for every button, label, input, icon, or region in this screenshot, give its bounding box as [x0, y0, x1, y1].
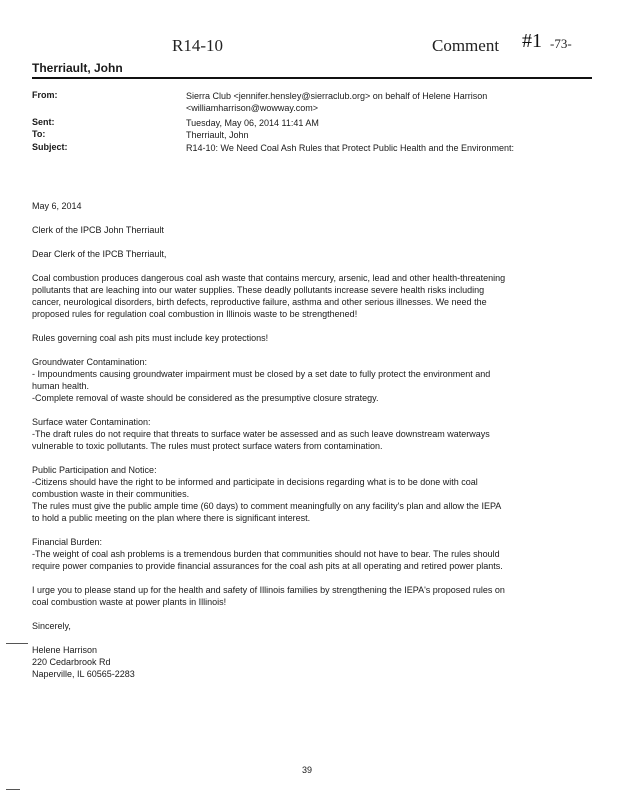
letter-recipient: Clerk of the IPCB John Therriault [32, 225, 164, 235]
sent-value: Tuesday, May 06, 2014 11:41 AM [186, 118, 319, 128]
signature-block [32, 644, 592, 680]
intro-line: proposed rules for regulation coal combustion in Illinois waste to be strengthened! [32, 309, 358, 319]
from-label: From: [32, 90, 58, 100]
participation-section [32, 464, 592, 524]
comment-suffix: -73- [550, 36, 572, 51]
from-value-line2: <williamharrison@wowway.com> [186, 103, 319, 113]
to-label: To: [32, 129, 46, 139]
sent-label: Sent: [32, 117, 55, 127]
letter-body [32, 200, 592, 692]
to-value: Therriault, John [186, 130, 249, 140]
comment-label: Comment [432, 36, 500, 55]
section-heading: Groundwater Contamination: [32, 357, 148, 367]
section-line: -The draft rules do not require that threats to surface water be assessed and as such leave downstream waterways [32, 429, 490, 439]
section-heading: Surface water Contamination: [32, 417, 151, 427]
intro-paragraph [32, 272, 592, 320]
subject-label: Subject: [32, 142, 68, 152]
section-line: to hold a public meeting on the plan where there is significant interest. [32, 513, 311, 523]
section-line: combustion waste in their communities. [32, 489, 190, 499]
intro-line: Coal combustion produces dangerous coal ash waste that contains mercury, arsenic, lead and other health-threatening [32, 273, 506, 283]
surface-water-section [32, 416, 592, 452]
letter-salutation: Dear Clerk of the IPCB Therriault, [32, 249, 167, 259]
docket-number: R14-10 [172, 36, 223, 55]
section-line: -Complete removal of waste should be considered as the presumptive closure strategy. [32, 393, 379, 403]
section-line: require power companies to provide financial assurances for the coal ash pits at all operating and retired power plants. [32, 561, 503, 571]
section-line: The rules must give the public ample time (60 days) to comment meaningfully on any facility's plan and allow the IEPA [32, 501, 502, 511]
financial-section [32, 536, 592, 572]
section-line: -Citizens should have the right to be informed and participate in decisions regarding what is to be done with coal [32, 477, 478, 487]
page-number: 39 [302, 765, 313, 775]
comment-number: #1 [522, 30, 542, 52]
from-value-line1: Sierra Club <jennifer.hensley@sierraclub.org> on behalf of Helene Harrison [186, 91, 488, 101]
section-line: vulnerable to toxic pollutants. The rules must protect surface waters from contamination. [32, 441, 383, 451]
section-line: -The weight of coal ash problems is a tremendous burden that communities should not have to bear. The rules should [32, 549, 500, 559]
header-rule [32, 77, 592, 79]
signature-city: Naperville, IL 60565-2283 [32, 669, 135, 679]
closing-line: coal combustion waste at power plants in Illinois! [32, 597, 227, 607]
section-heading: Public Participation and Notice: [32, 465, 157, 475]
signature-name: Helene Harrison [32, 645, 98, 655]
mailbox-owner: Therriault, John [32, 61, 123, 75]
closing-line: I urge you to please stand up for the health and safety of Illinois families by strengthening the IEPA's proposed rules on [32, 585, 505, 595]
section-heading: Financial Burden: [32, 537, 103, 547]
key-protections: Rules governing coal ash pits must include key protections! [32, 333, 269, 343]
subject-value: R14-10: We Need Coal Ash Rules that Protect Public Health and the Environment: [186, 143, 515, 153]
intro-line: cancer, neurological disorders, birth defects, reproductive failure, asthma and other serious illnesses. We need the [32, 297, 487, 307]
section-line: - Impoundments causing groundwater impairment must be closed by a set date to fully protect the environment and [32, 369, 491, 379]
scan-mark [6, 643, 28, 644]
letter-date: May 6, 2014 [32, 201, 82, 211]
scan-mark [6, 789, 20, 790]
groundwater-section [32, 356, 592, 404]
signature-address: 220 Cedarbrook Rd [32, 657, 111, 667]
closing-paragraph [32, 584, 592, 608]
section-line: human health. [32, 381, 90, 391]
intro-line: pollutants that are leaching into our water supplies. These deadly pollutants increase severe health risks including [32, 285, 485, 295]
signoff: Sincerely, [32, 621, 71, 631]
